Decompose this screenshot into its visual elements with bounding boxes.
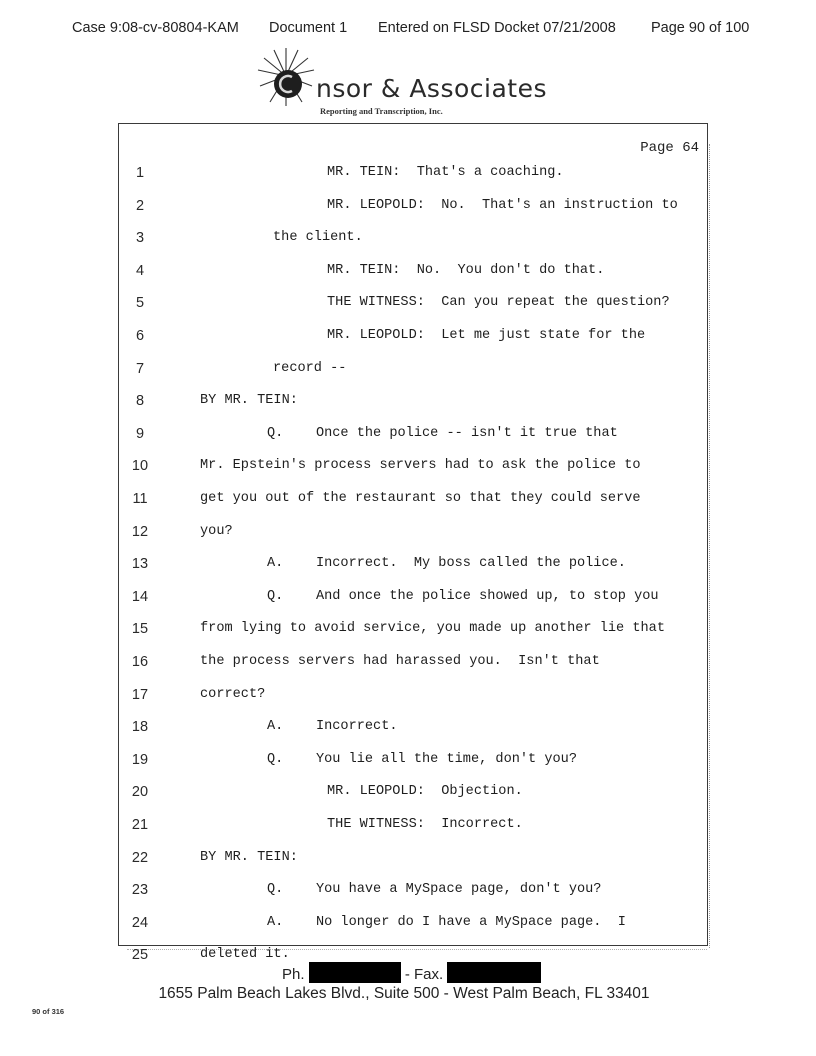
line-text: A. No longer do I have a MySpace page. I [267,914,626,930]
page-counter: 90 of 316 [32,1007,65,1016]
line-text: A. Incorrect. [267,719,398,735]
transcript-line [0,784,816,804]
letterhead-tagline: Reporting and Transcription, Inc. [320,106,443,116]
transcript-line [0,393,816,413]
line-number: 16 [131,654,149,670]
transcript-line [0,426,816,446]
line-number: 23 [131,882,149,899]
letterhead-name: nsor & Associates [316,74,547,103]
line-number: 14 [131,588,149,605]
line-number: 5 [135,295,145,312]
line-number: 8 [135,393,145,410]
line-number: 21 [131,817,149,833]
line-text: BY MR. TEIN: [200,393,298,409]
line-number: 24 [131,914,149,931]
document-number: Document 1 [269,20,348,36]
line-text: get you out of the restaurant so that they could serve [200,491,641,506]
line-text: the client. [273,230,363,246]
line-number: 19 [131,751,149,768]
line-text: MR. LEOPOLD: Objection. [327,784,523,800]
line-number: 12 [131,523,149,540]
line-text: Q. You lie all the time, don't you? [267,751,577,767]
line-number: 11 [132,491,148,507]
case-number: Case 9:08-cv-80804-KAM [72,20,239,36]
transcript-line [0,524,816,544]
line-text: BY MR. TEIN: [200,849,298,865]
transcript-line [0,589,816,609]
phone-redaction [309,962,401,983]
line-text: MR. TEIN: No. You don't do that. [327,262,605,278]
line-text: Q. And once the police showed up, to stop you [267,588,659,604]
transcript-line [0,817,816,837]
transcript-line [0,621,816,641]
transcript-line [0,263,816,283]
line-text: A. Incorrect. My boss called the police. [267,556,626,572]
line-number: 7 [135,360,145,377]
transcript-line [0,654,816,674]
line-number: 1 [135,165,145,181]
line-text: Q. Once the police -- isn't it true that [267,425,618,441]
line-text: correct? [200,686,266,702]
line-text: record -- [273,360,347,376]
docket-entry-date: Entered on FLSD Docket 07/21/2008 [378,20,616,36]
transcript-line [0,850,816,870]
transcript-line [0,719,816,739]
transcript-page-number: Page 64 [640,140,699,156]
transcript-line [0,882,816,902]
transcript-line [0,752,816,772]
transcript-line [0,687,816,707]
line-text: Q. You have a MySpace page, don't you? [267,882,602,898]
line-text: from lying to avoid service, you made up another lie that [200,621,665,637]
line-number: 22 [131,849,149,866]
footer-contact [282,962,541,984]
line-number: 6 [135,328,145,344]
line-text: MR. LEOPOLD: No. That's an instruction to [327,197,678,213]
transcript-line [0,230,816,250]
line-text: MR. LEOPOLD: Let me just state for the [327,328,646,343]
line-text: the process servers had harassed you. Isn't that [200,654,600,669]
line-number: 4 [135,262,145,279]
letterhead-logo [254,44,574,124]
phone-label: Ph. [282,966,305,983]
transcript-line [0,198,816,218]
line-text: deleted it. [200,947,290,963]
line-text: you? [200,523,233,539]
fax-label: - Fax. [404,966,444,983]
line-text: THE WITNESS: Can you repeat the question? [327,295,670,311]
transcript-line [0,165,816,185]
line-number: 10 [131,458,149,475]
transcript-line [0,458,816,478]
footer-address: 1655 Palm Beach Lakes Blvd., Suite 500 - West Palm Beach, FL 33401 [158,985,650,1002]
transcript-line [0,556,816,576]
docket-page-of: Page 90 of 100 [651,20,750,36]
transcript-line [0,491,816,511]
line-number: 25 [131,947,149,964]
line-number: 2 [135,197,145,214]
transcript-line [0,328,816,348]
transcript-line [0,915,816,935]
line-number: 17 [131,686,149,703]
line-number: 18 [131,719,149,736]
transcript-line [0,295,816,315]
fax-redaction [447,962,541,983]
line-number: 15 [131,621,149,638]
line-number: 13 [131,556,149,573]
line-number: 3 [135,230,145,247]
line-number: 20 [131,784,149,801]
line-number: 9 [135,425,145,442]
line-text: Mr. Epstein's process servers had to ask the police to [200,458,641,474]
line-text: MR. TEIN: That's a coaching. [327,165,564,180]
sunburst-logo-icon [254,44,318,108]
line-text: THE WITNESS: Incorrect. [327,817,523,832]
transcript-line [0,361,816,381]
